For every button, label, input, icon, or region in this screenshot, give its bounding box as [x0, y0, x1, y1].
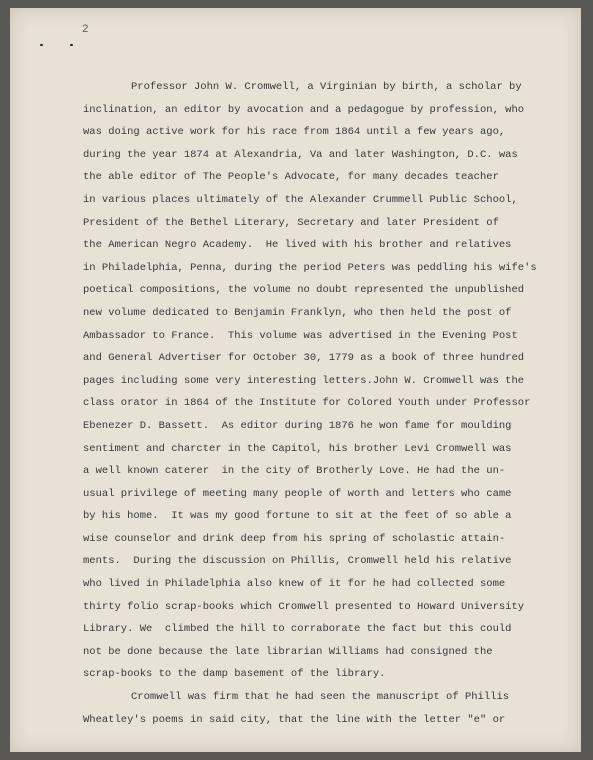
typewritten-page	[10, 8, 581, 752]
text-line: scrap-books to the damp basement of the library.	[83, 668, 386, 681]
text-line: and General Advertiser for October 30, 1779 as a book of three hundred	[83, 352, 525, 365]
text-line: Professor John W. Cromwell, a Virginian by birth, a scholar by	[131, 81, 522, 93]
text-line: wise counselor and drink deep from his spring of scholastic attain-	[83, 532, 506, 545]
text-line: thirty folio scrap-books which Cromwell presented to Howard University	[83, 600, 525, 613]
ink-mark	[70, 44, 73, 46]
text-line: by his home. It was my good fortune to sit at the feet of so able a	[83, 510, 512, 523]
text-line: usual privilege of meeting many people of worth and letters who came	[83, 487, 512, 500]
text-line: the able editor of The People's Advocate, for many decades teacher	[83, 171, 499, 184]
text-line: a well known caterer in the city of Brotherly Love. He had the un-	[83, 465, 506, 478]
text-line: who lived in Philadelphia also knew of it for he had collected some	[83, 578, 506, 591]
text-line: Ambassador to France. This volume was advertised in the Evening Post	[83, 329, 518, 342]
text-line: was doing active work for his race from 1864 until a few years ago,	[83, 126, 506, 139]
text-line: in various places ultimately of the Alexander Crummell Public School,	[83, 193, 518, 206]
text-line: pages including some very interesting letters.John W. Cromwell was the	[83, 374, 525, 387]
text-line: not be done because the late librarian Williams had consigned the	[83, 645, 493, 658]
text-line: Wheatley's poems in said city, that the line with the letter "e" or	[83, 713, 506, 726]
text-line: Cromwell was firm that he had seen the manuscript of Phillis	[131, 691, 510, 704]
body-text	[83, 76, 583, 731]
text-line: ments. During the discussion on Phillis, Cromwell held his relative	[83, 555, 512, 568]
text-line: new volume dedicated to Benjamin Franklyn, who then held the post of	[83, 306, 512, 319]
ink-mark	[40, 44, 43, 46]
text-line: class orator in 1864 of the Institute for Colored Youth under Professor	[83, 397, 531, 410]
text-line: President of the Bethel Literary, Secretary and later President of	[83, 216, 499, 229]
text-line: during the year 1874 at Alexandria, Va and later Washington, D.C. was	[83, 148, 518, 161]
text-line: sentiment and charcter in the Capitol, his brother Levi Cromwell was	[83, 442, 512, 455]
page-number: 2	[82, 24, 89, 36]
text-line: Ebenezer D. Bassett. As editor during 1876 he won fame for moulding	[83, 419, 512, 432]
text-line: the American Negro Academy. He lived with his brother and relatives	[83, 239, 512, 252]
text-line: Library. We climbed the hill to corraborate the fact but this could	[83, 623, 512, 636]
text-line: poetical compositions, the volume no doubt represented the unpublished	[83, 284, 525, 297]
text-line: inclination, an editor by avocation and a pedagogue by profession, who	[83, 103, 525, 116]
text-line: in Philadelphia, Penna, during the period Peters was peddling his wife's	[83, 261, 537, 274]
